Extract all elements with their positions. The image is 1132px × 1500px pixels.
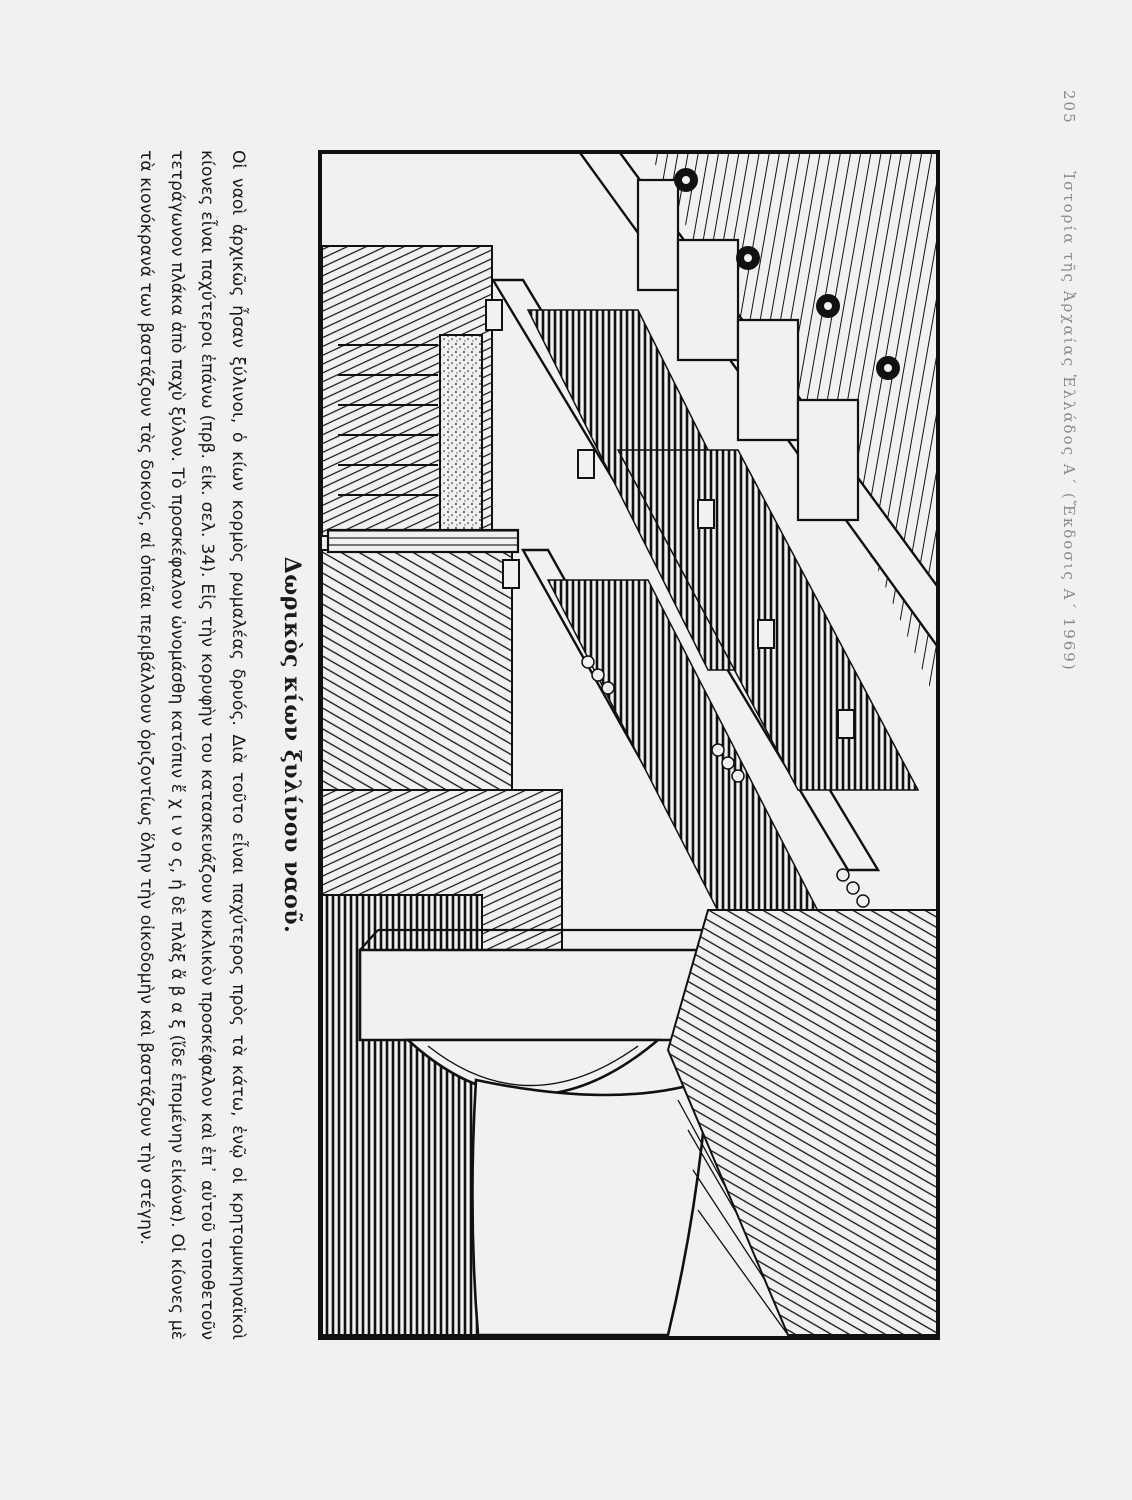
running-title: Ἱστορία τῆς Ἀρχαίας Ἑλλάδος Α΄ (Ἔκδοσις Α΄ 1969) — [1060, 171, 1078, 672]
doric-column-drawing — [318, 150, 940, 1340]
figure-caption: Οἱ ναοὶ ἀρχικῶς ἦσαν ξύλινοι, ὁ κίων κορμὸς ρωμαλέας δρυός. Διὰ τοῦτο εἶναι παχύτερος πρὸς τὰ κάτω, ἐνῷ οἱ κρητομυκηναϊκοὶ κίονες εἶναι παχύτεροι ἐπάνω (πρβ. εἰκ. σελ. 34). Εἰς τὴν κορυφὴν του κατασκευάζουν κυκλικὸν προσκέφαλον καὶ ἐπ᾽ αὐτοῦ τοποθετοῦν τετράγωνον πλάκα ἀπὸ παχὺ ξύλον. Τὸ προσκέφαλον ὠνομάσθη κατόπιν ἔ χ ι ν ο ς, ἡ δὲ πλὰξ ἄ β α ξ (ἴδε ἑπομένην εἰκόνα). Οἱ κίονες μὲ τὰ κιονόκρανά των βαστάζουν τὰς δοκούς, αἱ ὁποῖαι περιβάλλουν ὁριζοντίως ὅλην τὴν οἰκοδομὴν καὶ βαστάζουν τὴν στέγην. — [136, 150, 248, 1340]
doric-column-illustration — [318, 150, 940, 1340]
figure-title: Δωρικὸς κίων ξυλίνου ναοῦ. — [279, 556, 305, 934]
running-header — [1060, 90, 1078, 1390]
caption-block — [131, 150, 305, 1340]
page-number: 205 — [1060, 90, 1078, 125]
